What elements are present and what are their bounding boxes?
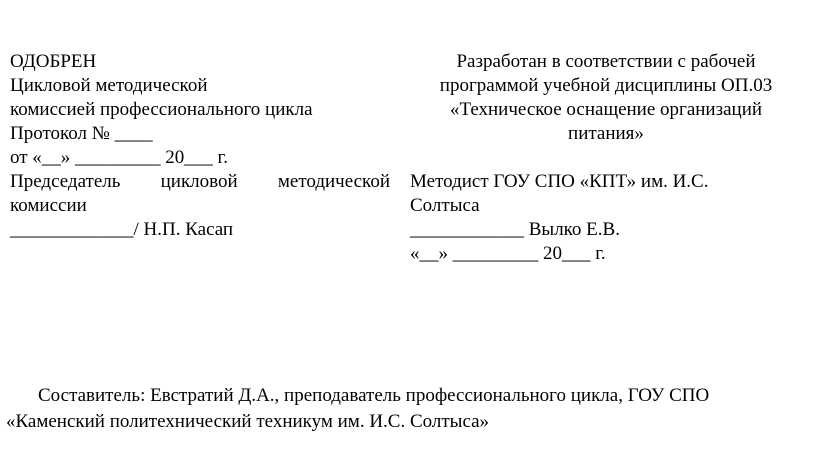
developed-line-3: «Техническое оснащение организаций [449, 99, 763, 120]
methodist-date: «__» _________ 20___ г. [410, 243, 606, 264]
chair-line [10, 170, 390, 194]
author-line-1: Составитель: Евстратий Д.А., преподаватель профессионального цикла, ГОУ СПО [38, 385, 710, 406]
approval-date: от «__» _________ 20___ г. [10, 147, 228, 168]
methodist-line-2: Солтыса [410, 195, 480, 216]
methodist-signature: ____________ Вылко Е.В. [410, 219, 620, 240]
methodist-line-1: Методист ГОУ СПО «КПТ» им. И.С. [410, 171, 709, 192]
chair-word-1: Председатель [10, 171, 121, 192]
chair-word-3: методической [277, 171, 390, 192]
chair-word-2: цикловой [160, 171, 238, 192]
protocol-number: Протокол № ____ [10, 123, 153, 144]
developed-line-2: программой учебной дисциплины ОП.03 [439, 75, 773, 96]
approval-line-1: Цикловой методической [10, 75, 208, 96]
developed-line-1: Разработан в соответствии с рабочей [456, 51, 756, 72]
developed-line-4: питания» [568, 123, 644, 144]
chair-signature: _____________/ Н.П. Касап [10, 219, 234, 240]
approval-line-2: комиссией профессионального цикла [10, 99, 313, 120]
author-line-2: «Каменский политехнический техникум им. И.С. Солтыса» [6, 411, 490, 432]
chair-line-2: комиссии [10, 195, 87, 216]
approval-heading: ОДОБРЕН [10, 51, 97, 72]
